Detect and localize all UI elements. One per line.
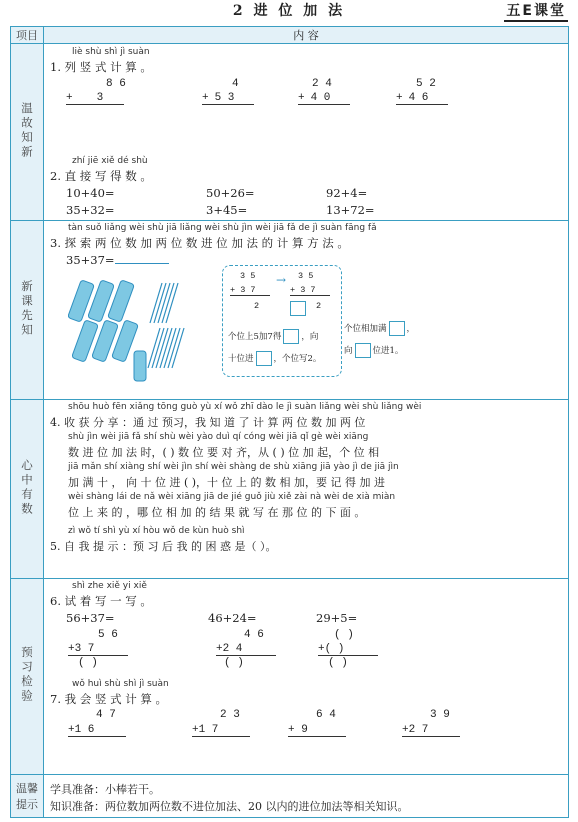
- v1-top: 8 6: [106, 78, 126, 90]
- section-label-tips: 温馨 提示: [11, 775, 44, 818]
- worksheet-table: [10, 26, 569, 818]
- demo-b-mid: + 3 7: [290, 285, 330, 296]
- q6-v2-bot: +2 4: [216, 643, 276, 656]
- hint1-line1: 个位上5加7得 ，向: [228, 329, 318, 344]
- tips-line-1: 学具准备：小棒若干。: [50, 783, 160, 796]
- hint1-box1[interactable]: [283, 329, 299, 344]
- q6-text: 6. 试 着 写 一 写 。: [50, 594, 152, 608]
- q4-pinyin-4: wèi shàng lái de nǎ wèi xiāng jiā de jié guǒ jiù xiě zài nà wèi de xià miàn: [68, 492, 396, 502]
- q4-text-1: 4. 收 获 分 享 ：通 过 预习，我 知 道 了 计 算 两 位 数 加 两 位: [50, 416, 366, 429]
- q4-pinyin-1: shōu huò fēn xiǎng tōng guò yù xí wǒ zhī dào le jì suàn liǎng wèi shù liǎng wèi: [68, 402, 422, 412]
- q6-pinyin: shì zhe xiě yi xiě: [72, 581, 147, 591]
- section-label-check: 预习检验: [20, 646, 34, 704]
- v2-top: 4: [232, 78, 239, 90]
- section-tips: [44, 775, 569, 818]
- demo-a-mid: + 3 7: [230, 285, 270, 296]
- hint1-box2[interactable]: [256, 351, 272, 366]
- q4-text-3: 加 满 十 ， 向 十 位 进 ( )，十 位 上 的 数 相 加，要 记 得 加 进: [68, 476, 386, 489]
- col-header-content: 内 容: [44, 27, 569, 44]
- q4-text-2: 数 进 位 加 法 时，( ) 数 位 要 对 齐，从 ( ) 位 加 起，个 位 相: [68, 446, 380, 459]
- hint2-box1[interactable]: [389, 321, 405, 336]
- q7-v1-top: 4 7: [96, 709, 116, 721]
- demo-b-answer-box[interactable]: [290, 301, 306, 316]
- section-review: [44, 44, 569, 221]
- tips-line-2: 知识准备：两位数加两位数不进位加法、20 以内的进位加法等相关知识。: [50, 800, 409, 813]
- demo-a-top: 3 5: [240, 271, 256, 281]
- q6-v2-res[interactable]: ( ): [224, 657, 244, 669]
- demo-b-res: 2: [316, 301, 322, 311]
- q4-text-4: 位 上 来 的 ，哪 位 相 加 的 结 果 就 写 在 那 位 的 下 面 。: [68, 506, 366, 519]
- oral-5: 3+45=: [206, 203, 248, 217]
- q2-pinyin: zhí jiē xiě dé shù: [72, 156, 148, 166]
- section-label-newlesson: 新课先知: [20, 279, 34, 338]
- section-newlesson: [44, 221, 569, 400]
- q3-text: 3. 探 索 两 位 数 加 两 位 数 进 位 加 法 的 计 算 方 法 。: [50, 236, 349, 250]
- q6-v1-bot: +3 7: [68, 643, 128, 656]
- q4-pinyin-3: jiā mǎn shí xiàng shí wèi jìn shí wèi shàng de shù xiāng jiā yào jì de jiā jìn: [68, 462, 399, 472]
- oral-6: 13+72=: [326, 203, 375, 217]
- hint2-line1: 个位相加满 ，: [344, 321, 415, 336]
- q6-v1-top: 5 6: [98, 629, 118, 641]
- v1-bot: + 3: [66, 92, 124, 105]
- q7-v4-bot: +2 7: [402, 724, 460, 737]
- v2-bot: + 5 3: [202, 92, 254, 105]
- q6-eq-1: 56+37=: [66, 611, 115, 625]
- section-label-share: 心中有数: [20, 458, 34, 517]
- brand-logo: 五E课堂: [504, 0, 568, 22]
- v4-bot: + 4 6: [396, 92, 448, 105]
- q7-v4-top: 3 9: [430, 709, 450, 721]
- section-share: [44, 400, 569, 579]
- oral-1: 10+40=: [66, 186, 115, 200]
- col-header-item: 项目: [11, 27, 44, 44]
- q3-equation: 35+37=: [66, 253, 169, 267]
- section-label-review: 温故知新: [20, 101, 34, 160]
- demo-a-res: 2: [254, 301, 260, 311]
- v3-bot: + 4 0: [298, 92, 350, 105]
- oral-3: 92+4=: [326, 186, 368, 200]
- q6-eq-2: 46+24=: [208, 611, 257, 625]
- q7-v3-top: 6 4: [316, 709, 336, 721]
- bundled-sticks-illustration: [68, 273, 228, 393]
- v4-top: 5 2: [416, 78, 436, 90]
- q6-v3-bot[interactable]: +( ): [318, 643, 378, 656]
- q7-v2-bot: +1 7: [192, 724, 250, 737]
- q7-v1-bot: +1 6: [68, 724, 126, 737]
- q3-pinyin: tàn suǒ liǎng wèi shù jiā liǎng wèi shù jìn wèi jiā fǎ de jì suàn fāng fǎ: [68, 223, 377, 233]
- q6-v3-res[interactable]: ( ): [328, 657, 348, 669]
- arrow-right-icon: →: [276, 273, 287, 287]
- hint2-line2: 向 位进1。: [344, 343, 403, 358]
- q4-pinyin-2: shù jìn wèi jiā fǎ shí shù wèi yào duì qí cóng wèi jiā qǐ gè wèi xiāng: [68, 432, 369, 442]
- q7-v3-bot: + 9: [288, 724, 346, 737]
- q6-v2-top: 4 6: [244, 629, 264, 641]
- section-check: [44, 579, 569, 775]
- q6-eq-3: 29+5=: [316, 611, 358, 625]
- q5-text: 5. 自 我 提 示 ：预 习 后 我 的 困 惑 是（ ）。: [50, 540, 277, 553]
- hint1-line2: 十位进 ，个位写2。: [228, 351, 321, 366]
- oral-4: 35+32=: [66, 203, 115, 217]
- lesson-title: 2 进 位 加 法: [232, 3, 346, 19]
- q7-text: 7. 我 会 竖 式 计 算 。: [50, 692, 168, 706]
- oral-2: 50+26=: [206, 186, 255, 200]
- q1-pinyin: liè shù shì jì suàn: [72, 47, 150, 57]
- hint2-box2[interactable]: [355, 343, 371, 358]
- q5-pinyin: zì wǒ tí shì yù xí hòu wǒ de kùn huò shì: [68, 526, 245, 536]
- q6-v1-res[interactable]: ( ): [78, 657, 98, 669]
- q2-text: 2. 直 接 写 得 数 。: [50, 169, 152, 183]
- q1-text: 1. 列 竖 式 计 算 。: [50, 60, 152, 74]
- q6-v3-top[interactable]: ( ): [334, 629, 354, 641]
- q7-v2-top: 2 3: [220, 709, 240, 721]
- v3-top: 2 4: [312, 78, 332, 90]
- demo-b-top: 3 5: [298, 271, 314, 281]
- q7-pinyin: wǒ huì shù shì jì suàn: [72, 679, 169, 689]
